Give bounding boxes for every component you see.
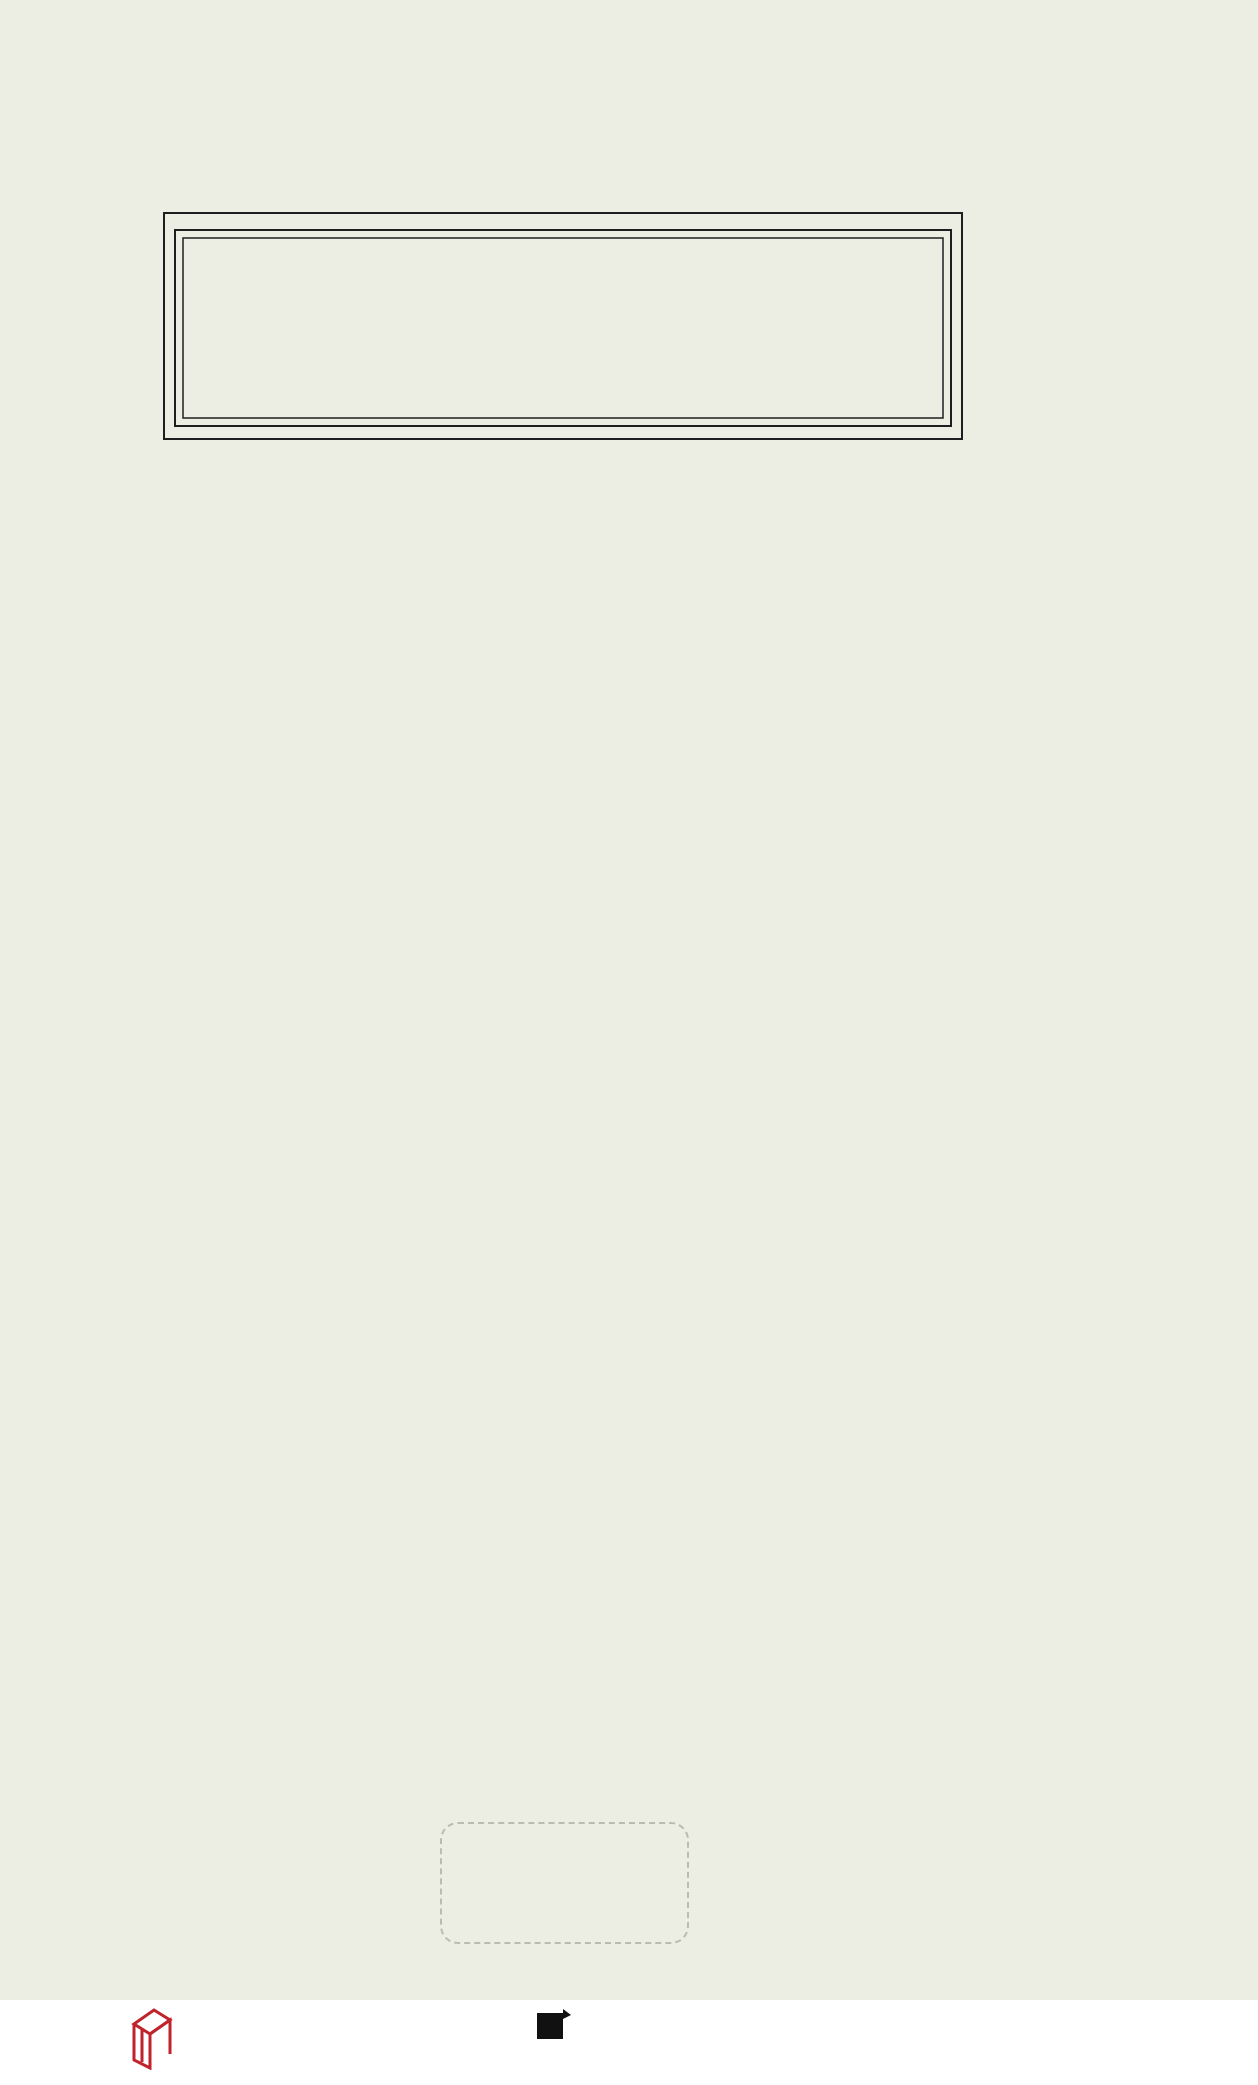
footer-bar: [0, 2000, 1258, 2085]
library-stamp: [440, 1822, 689, 1944]
ornament-border: [163, 212, 963, 440]
kunstbibliothek-emblem-icon: [535, 2005, 575, 2045]
kunstbibliothek-logo[interactable]: [535, 2005, 575, 2050]
library-emblem-icon: [128, 2004, 176, 2070]
